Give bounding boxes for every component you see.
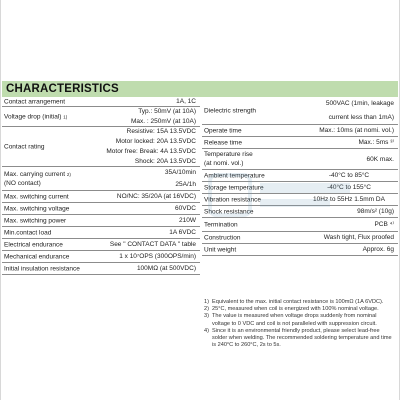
row-value: Max. : 250mV (at 10A) (130, 117, 196, 125)
row-value: Approx. 6g (362, 246, 394, 253)
footnote-number: 4) (204, 327, 209, 334)
row-label: Contact arrangement (4, 98, 66, 105)
row-max-switching-power (2, 215, 200, 227)
row-label (4, 170, 71, 188)
row-dielectric-strength (202, 97, 398, 125)
row-label: Vibration resistance (204, 196, 261, 203)
footnote-number: 2) (204, 306, 209, 313)
row-value: 10Hz to 55Hz 1.5mm DA (313, 196, 385, 203)
row-value: -40°C to 85°C (328, 172, 370, 179)
row-label-sub: (at nomi. vol.) (204, 160, 244, 167)
row-value: 1A 6VDC (169, 229, 196, 236)
row-label: Mechanical endurance (4, 253, 70, 260)
row-value: NO/NC: 35/20A (at 16VDC) (116, 193, 196, 200)
row-label-text: Max. carrying current (4, 170, 66, 178)
row-value: 98m/s² (10g) (357, 208, 394, 215)
footnotes (204, 299, 396, 349)
footnote (204, 306, 396, 313)
row-value: -40°C to 155°C (327, 184, 371, 191)
row-label: Max. switching voltage (4, 205, 70, 212)
row-value: Max.: 5ms ³⁾ (358, 139, 394, 146)
row-vibration-resistance (202, 194, 398, 206)
row-shock-resistance (202, 206, 398, 218)
row-label: Shock resistance (204, 208, 254, 215)
footnote-text: The value is measured when voltage drops suddenly from nominal voltage to 0 VDC and coil is not paralleled with suppression circuit. (212, 313, 377, 327)
footnote (204, 328, 396, 350)
row-label (4, 112, 67, 121)
footnote-number: 1) (204, 299, 209, 305)
row-label-text: Temperature rise (204, 151, 253, 158)
row-construction (202, 232, 398, 244)
row-max-switching-current (2, 191, 200, 203)
row-value: 60K max. (366, 155, 394, 163)
footnote-text: Since it is an environmental friendly product, please select lead-free solder when welding. The recommended soldering temperature and time is 240°C to 260°C, 2s to 5s. (212, 327, 392, 349)
row-release-time (202, 137, 398, 149)
row-min-contact-load (2, 227, 200, 239)
row-storage-temperature (202, 182, 398, 194)
row-value: Wash tight, Flux proofed (323, 234, 394, 241)
row-value: PCB ⁴⁾ (374, 221, 394, 228)
footnote-number: 3) (204, 313, 209, 320)
row-label: Construction (204, 234, 241, 241)
row-label: Max. switching power (4, 217, 67, 224)
row-label: Max. switching current (4, 193, 69, 200)
row-value: 1 x 10⁷OPS (300OPS/min) (119, 253, 196, 260)
row-label: Dielectric strength (204, 107, 257, 114)
row-ambient-temperature (202, 170, 398, 182)
row-contact-rating (2, 127, 200, 167)
row-label: Storage temperature (204, 184, 264, 191)
footnote-text: 25°C, measured when coil is energized with 100% nominal voltage. (212, 306, 379, 313)
row-value: Max.: 10ms (at nomi. vol.) (319, 127, 394, 134)
section-title: CHARACTERISTICS (6, 83, 119, 95)
row-value: 25A/1h (175, 180, 196, 188)
row-voltage-drop (2, 107, 200, 127)
row-label: Release time (204, 139, 242, 146)
row-value: current less than 1mA) (328, 113, 394, 121)
row-label: Electrical endurance (4, 241, 63, 248)
row-max-switching-voltage (2, 203, 200, 215)
row-value: Resistive: 15A 13.5VDC (126, 128, 196, 136)
row-value: Motor locked: 20A 13.5VDC (115, 138, 196, 146)
row-unit-weight (202, 244, 398, 256)
row-value: 100MΩ (at 500VDC) (136, 265, 196, 272)
row-label: Unit weight (204, 246, 237, 253)
row-operate-time (202, 125, 398, 137)
row-label (204, 150, 253, 168)
row-value: Typ.: 50mV (at 10A) (138, 108, 196, 116)
row-label: Contact rating (4, 143, 45, 150)
footnote-ref: 2) (66, 171, 71, 177)
row-value: 500VAC (1min, leakage (325, 100, 394, 108)
footnote (204, 313, 396, 327)
row-temperature-rise (202, 149, 398, 170)
row-label-sub: (NO contact) (4, 179, 41, 187)
row-contact-arrangement (2, 97, 200, 107)
row-value: See " CONTACT DATA " table (109, 241, 196, 248)
footnote-text: Equivalent to the max. initial contact resistance is 100mΩ (1A 6VDC). (212, 299, 384, 305)
row-termination (202, 218, 398, 232)
row-insulation-resistance (2, 263, 200, 275)
row-mechanical-endurance (2, 251, 200, 263)
row-label: Initial insulation resistance (4, 265, 80, 272)
row-electrical-endurance (2, 239, 200, 251)
row-value: 35A/10min (164, 169, 196, 177)
row-value: 210W (179, 217, 196, 224)
row-label-text: Voltage drop (initial) (4, 113, 62, 120)
row-value: Shock: 20A 13.5VDC (134, 157, 196, 165)
row-max-carrying-current (2, 167, 200, 191)
footnote-ref: 1) (63, 114, 68, 119)
footnote (204, 299, 396, 306)
row-value: 1A, 1C (176, 98, 196, 105)
row-label: Termination (204, 221, 238, 228)
characteristics-table-right (202, 97, 398, 256)
characteristics-table-left (2, 97, 200, 275)
row-label: Ambient temperature (204, 172, 265, 179)
row-label: Min.contact load (4, 229, 52, 236)
row-value: 60VDC (175, 205, 196, 212)
row-label: Operate time (204, 127, 242, 134)
row-value: Motor free: Break: 4A 13.5VDC (106, 147, 196, 155)
